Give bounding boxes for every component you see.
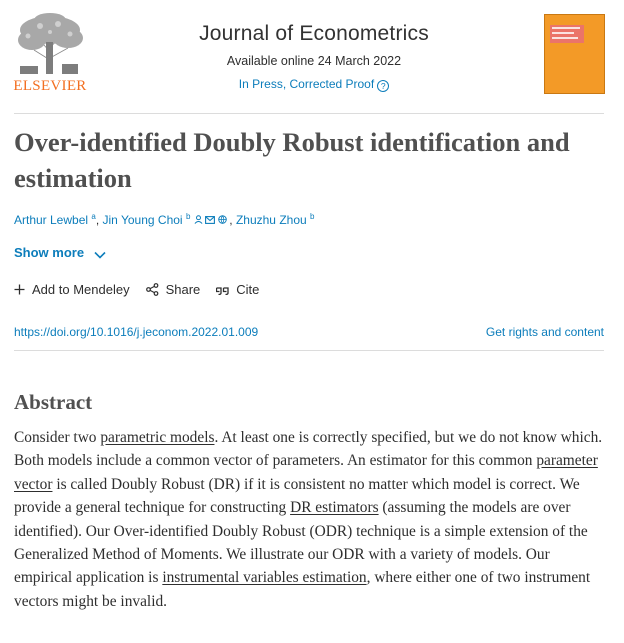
author-link[interactable]: Arthur Lewbel: [14, 213, 89, 227]
author-separator: ,: [95, 213, 103, 227]
author-separator: ,: [229, 213, 236, 227]
affiliation-marker[interactable]: b: [185, 212, 191, 221]
available-online-date: Available online 24 March 2022: [226, 54, 402, 68]
affiliation-marker[interactable]: a: [91, 212, 96, 221]
abstract-text: [14, 426, 610, 613]
abstract-segment: (assuming the models are over identified). Our Over-identified Doubly Robust (ODR) technique is a simple extension of the Generalized Method of Moments. We illustrate our ODR with a variety of models. Our empirical application is: [14, 499, 588, 587]
topic-link[interactable]: instrumental variables estimation: [162, 569, 367, 587]
topic-link[interactable]: parameter vector: [14, 452, 598, 493]
abstract-heading: Abstract: [14, 390, 93, 414]
abstract-segment: . At least one is correctly specified, but we do not know which. Both models include a common vector of parameters. An estimator for this common: [14, 429, 603, 470]
help-icon[interactable]: ?: [377, 80, 389, 92]
article-title: Over-identified Doubly Robust identification and estimation: [14, 127, 570, 193]
cover-decoration: [552, 32, 574, 34]
add-to-mendeley-label: Add to Mendeley: [32, 282, 130, 297]
journal-cover-image[interactable]: [544, 14, 605, 94]
share-button[interactable]: [146, 282, 201, 297]
elsevier-tree-icon: [12, 12, 88, 76]
email-icon[interactable]: [205, 216, 218, 226]
share-icon: [146, 283, 159, 296]
cover-decoration: [552, 37, 578, 39]
person-icon[interactable]: [194, 216, 206, 226]
plus-icon: [14, 284, 25, 295]
abstract-segment: Consider two: [14, 429, 101, 446]
topic-link[interactable]: DR estimators: [290, 499, 379, 517]
author-link[interactable]: Jin Young Choi: [102, 213, 183, 227]
globe-icon[interactable]: [218, 216, 230, 226]
abstract-segment: is called Doubly Robust (DR) if it is consistent no matter which model is correct. We provide a general technique for constructing: [14, 475, 580, 517]
share-label: Share: [165, 282, 201, 297]
rights-link[interactable]: Get rights and content: [485, 325, 604, 339]
chevron-down-icon: [94, 251, 106, 259]
publisher-name: ELSEVIER: [13, 78, 87, 94]
journal-title-link[interactable]: Journal of Econometrics: [199, 22, 429, 45]
article-status-link[interactable]: [180, 77, 448, 92]
quote-icon: [216, 284, 229, 295]
author-list: [14, 212, 314, 227]
topic-link[interactable]: parametric models: [100, 429, 215, 446]
article-actions: [14, 282, 275, 297]
article-status-label: In Press, Corrected Proof: [238, 77, 375, 91]
show-more-button[interactable]: [14, 245, 106, 260]
cite-button[interactable]: [216, 282, 259, 297]
abstract-segment: , where either one of two instrument vectors might be invalid.: [14, 569, 591, 610]
journal-info: [180, 22, 448, 92]
doi-link[interactable]: https://doi.org/10.1016/j.jeconom.2022.01.009: [14, 325, 259, 339]
cover-decoration: [552, 27, 580, 29]
elsevier-logo[interactable]: [12, 12, 88, 96]
cite-label: Cite: [236, 282, 260, 297]
header-divider: [14, 113, 604, 114]
add-to-mendeley-button[interactable]: [14, 282, 130, 297]
affiliation-marker[interactable]: b: [310, 212, 315, 221]
author-link[interactable]: Zhuzhu Zhou: [235, 213, 307, 227]
article-header: [0, 0, 624, 113]
doi-divider: [14, 350, 604, 351]
show-more-label: Show more: [14, 245, 85, 260]
